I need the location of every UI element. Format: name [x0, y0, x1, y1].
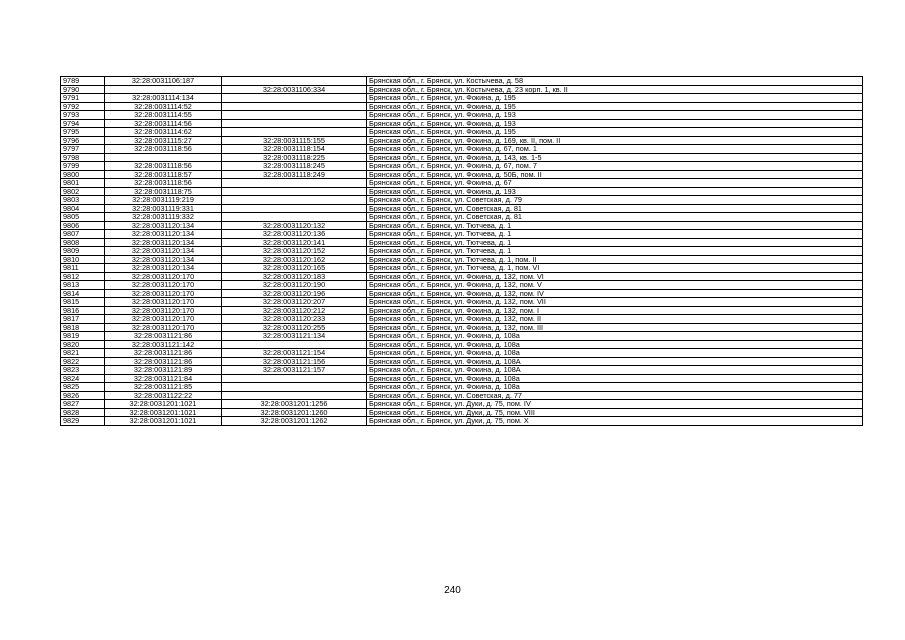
cadastral-number-cell: 32:28:0031120:134: [105, 238, 222, 247]
row-number-cell: 9818: [61, 323, 105, 332]
cadastral-number-cell: 32:28:0031120:134: [105, 255, 222, 264]
address-cell: Брянская обл., г. Брянск, ул. Фокина, д. 132, пом. VI: [367, 272, 863, 281]
row-number-cell: 9790: [61, 85, 105, 94]
table-row: [61, 255, 863, 264]
cadastral-number-cell: 32:28:0031120:170: [105, 272, 222, 281]
row-number-cell: 9816: [61, 306, 105, 315]
table-row: [61, 306, 863, 315]
table-row: [61, 153, 863, 162]
cadastral-number-cell: 32:28:0031120:134: [105, 264, 222, 273]
object-cadastral-number-cell: 32:28:0031120:196: [222, 289, 367, 298]
address-cell: Брянская обл., г. Брянск, ул. Фокина, д. 67: [367, 179, 863, 188]
cadastral-number-cell: 32:28:0031120:134: [105, 230, 222, 239]
row-number-cell: 9828: [61, 408, 105, 417]
object-cadastral-number-cell: 32:28:0031120:190: [222, 281, 367, 290]
table-row: [61, 128, 863, 137]
row-number-cell: 9800: [61, 170, 105, 179]
cadastral-number-cell: 32:28:0031120:134: [105, 247, 222, 256]
cadastral-number-cell: 32:28:0031119:332: [105, 213, 222, 222]
row-number-cell: 9820: [61, 340, 105, 349]
table-row: [61, 111, 863, 120]
object-cadastral-number-cell: [222, 94, 367, 103]
row-number-cell: 9804: [61, 204, 105, 213]
object-cadastral-number-cell: [222, 128, 367, 137]
table-row: [61, 196, 863, 205]
object-cadastral-number-cell: 32:28:0031118:245: [222, 162, 367, 171]
row-number-cell: 9827: [61, 400, 105, 409]
table-row: [61, 213, 863, 222]
table-row: [61, 264, 863, 273]
object-cadastral-number-cell: [222, 179, 367, 188]
row-number-cell: 9809: [61, 247, 105, 256]
table-row: [61, 281, 863, 290]
table-row: [61, 238, 863, 247]
object-cadastral-number-cell: 32:28:0031120:132: [222, 221, 367, 230]
row-number-cell: 9815: [61, 298, 105, 307]
cadastral-number-cell: 32:28:0031118:56: [105, 145, 222, 154]
row-number-cell: 9826: [61, 391, 105, 400]
table-row: [61, 187, 863, 196]
row-number-cell: 9808: [61, 238, 105, 247]
cadastral-number-cell: 32:28:0031120:134: [105, 221, 222, 230]
table-row: [61, 391, 863, 400]
cadastral-number-cell: 32:28:0031118:56: [105, 179, 222, 188]
row-number-cell: 9798: [61, 153, 105, 162]
row-number-cell: 9817: [61, 315, 105, 324]
address-cell: Брянская обл., г. Брянск, ул. Тютчева, д. 1: [367, 238, 863, 247]
table-row: [61, 77, 863, 86]
object-cadastral-number-cell: [222, 77, 367, 86]
row-number-cell: 9811: [61, 264, 105, 273]
cadastral-number-cell: 32:28:0031118:56: [105, 162, 222, 171]
row-number-cell: 9799: [61, 162, 105, 171]
table-row: [61, 272, 863, 281]
table-row: [61, 102, 863, 111]
object-cadastral-number-cell: 32:28:0031121:156: [222, 357, 367, 366]
cadastral-number-cell: 32:28:0031121:85: [105, 383, 222, 392]
address-cell: Брянская обл., г. Брянск, ул. Фокина, д. 132, пом. V: [367, 281, 863, 290]
address-cell: Брянская обл., г. Брянск, ул. Фокина, д. 169, кв. II, пом. II: [367, 136, 863, 145]
table-row: [61, 349, 863, 358]
table-row: [61, 221, 863, 230]
row-number-cell: 9813: [61, 281, 105, 290]
object-cadastral-number-cell: 32:28:0031120:255: [222, 323, 367, 332]
address-cell: Брянская обл., г. Брянск, ул. Советская, д. 81: [367, 204, 863, 213]
table-row: [61, 247, 863, 256]
row-number-cell: 9803: [61, 196, 105, 205]
row-number-cell: 9806: [61, 221, 105, 230]
cadastral-number-cell: 32:28:0031121:86: [105, 332, 222, 341]
cadastral-number-cell: 32:28:0031120:170: [105, 298, 222, 307]
object-cadastral-number-cell: [222, 119, 367, 128]
row-number-cell: 9812: [61, 272, 105, 281]
row-number-cell: 9823: [61, 366, 105, 375]
address-cell: Брянская обл., г. Брянск, ул. Фокина, д. 108А: [367, 366, 863, 375]
address-cell: Брянская обл., г. Брянск, ул. Фокина, д. 132, пом. III: [367, 323, 863, 332]
table-row: [61, 204, 863, 213]
row-number-cell: 9795: [61, 128, 105, 137]
cadastral-number-cell: 32:28:0031120:170: [105, 315, 222, 324]
cadastral-number-cell: 32:28:0031121:86: [105, 357, 222, 366]
row-number-cell: 9797: [61, 145, 105, 154]
cadastral-number-cell: 32:28:0031114:52: [105, 102, 222, 111]
object-cadastral-number-cell: 32:28:0031106:334: [222, 85, 367, 94]
cadastral-number-cell: 32:28:0031122:22: [105, 391, 222, 400]
registry-table: [60, 76, 863, 426]
row-number-cell: 9825: [61, 383, 105, 392]
object-cadastral-number-cell: [222, 187, 367, 196]
address-cell: Брянская обл., г. Брянск, ул. Костычева, д. 23 корп. 1, кв. II: [367, 85, 863, 94]
address-cell: Брянская обл., г. Брянск, ул. Фокина, д. 67, пом. 1: [367, 145, 863, 154]
cadastral-number-cell: 32:28:0031120:170: [105, 323, 222, 332]
table-row: [61, 85, 863, 94]
cadastral-number-cell: 32:28:0031120:170: [105, 306, 222, 315]
address-cell: Брянская обл., г. Брянск, ул. Фокина, д. 195: [367, 128, 863, 137]
row-number-cell: 9802: [61, 187, 105, 196]
object-cadastral-number-cell: [222, 383, 367, 392]
registry-table-body: [61, 77, 863, 426]
object-cadastral-number-cell: 32:28:0031120:152: [222, 247, 367, 256]
table-row: [61, 366, 863, 375]
object-cadastral-number-cell: 32:28:0031118:249: [222, 170, 367, 179]
object-cadastral-number-cell: [222, 374, 367, 383]
row-number-cell: 9807: [61, 230, 105, 239]
cadastral-number-cell: 32:28:0031118:75: [105, 187, 222, 196]
object-cadastral-number-cell: 32:28:0031120:136: [222, 230, 367, 239]
row-number-cell: 9805: [61, 213, 105, 222]
address-cell: Брянская обл., г. Брянск, ул. Тютчева, д. 1, пом. VI: [367, 264, 863, 273]
table-row: [61, 315, 863, 324]
cadastral-number-cell: 32:28:0031120:170: [105, 289, 222, 298]
cadastral-number-cell: 32:28:0031120:170: [105, 281, 222, 290]
table-row: [61, 374, 863, 383]
address-cell: Брянская обл., г. Брянск, ул. Тютчева, д. 1: [367, 221, 863, 230]
object-cadastral-number-cell: [222, 204, 367, 213]
address-cell: Брянская обл., г. Брянск, ул. Советская, д. 79: [367, 196, 863, 205]
address-cell: Брянская обл., г. Брянск, ул. Советская, д. 77: [367, 391, 863, 400]
object-cadastral-number-cell: 32:28:0031201:1256: [222, 400, 367, 409]
table-row: [61, 170, 863, 179]
table-row: [61, 119, 863, 128]
object-cadastral-number-cell: [222, 213, 367, 222]
address-cell: Брянская обл., г. Брянск, ул. Тютчева, д. 1, пом. II: [367, 255, 863, 264]
table-row: [61, 298, 863, 307]
object-cadastral-number-cell: 32:28:0031118:225: [222, 153, 367, 162]
object-cadastral-number-cell: 32:28:0031120:212: [222, 306, 367, 315]
address-cell: Брянская обл., г. Брянск, ул. Фокина, д. 193: [367, 111, 863, 120]
table-row: [61, 332, 863, 341]
table-row: [61, 408, 863, 417]
address-cell: Брянская обл., г. Брянск, ул. Фокина, д. 50Б, пом. II: [367, 170, 863, 179]
address-cell: Брянская обл., г. Брянск, ул. Фокина, д. 108а: [367, 374, 863, 383]
object-cadastral-number-cell: [222, 102, 367, 111]
address-cell: Брянская обл., г. Брянск, ул. Дуки, д. 75, пом. VIII: [367, 408, 863, 417]
address-cell: Брянская обл., г. Брянск, ул. Фокина, д. 195: [367, 94, 863, 103]
address-cell: Брянская обл., г. Брянск, ул. Фокина, д. 132, пом. VII: [367, 298, 863, 307]
address-cell: Брянская обл., г. Брянск, ул. Фокина, д. 108А: [367, 357, 863, 366]
cadastral-number-cell: 32:28:0031106:187: [105, 77, 222, 86]
address-cell: Брянская обл., г. Брянск, ул. Фокина, д. 193: [367, 187, 863, 196]
page-number: 240: [444, 585, 461, 596]
row-number-cell: 9814: [61, 289, 105, 298]
cadastral-number-cell: 32:28:0031114:134: [105, 94, 222, 103]
row-number-cell: 9829: [61, 417, 105, 426]
row-number-cell: 9796: [61, 136, 105, 145]
row-number-cell: 9819: [61, 332, 105, 341]
address-cell: Брянская обл., г. Брянск, ул. Фокина, д. 132, пом. IV: [367, 289, 863, 298]
cadastral-number-cell: [105, 85, 222, 94]
cadastral-number-cell: 32:28:0031119:219: [105, 196, 222, 205]
address-cell: Брянская обл., г. Брянск, ул. Тютчева, д. 1: [367, 230, 863, 239]
address-cell: Брянская обл., г. Брянск, ул. Фокина, д. 108а: [367, 340, 863, 349]
address-cell: Брянская обл., г. Брянск, ул. Фокина, д. 195: [367, 102, 863, 111]
cadastral-number-cell: 32:28:0031201:1021: [105, 417, 222, 426]
object-cadastral-number-cell: 32:28:0031120:183: [222, 272, 367, 281]
table-row: [61, 289, 863, 298]
cadastral-number-cell: 32:28:0031121:142: [105, 340, 222, 349]
table-row: [61, 340, 863, 349]
row-number-cell: 9822: [61, 357, 105, 366]
object-cadastral-number-cell: 32:28:0031120:233: [222, 315, 367, 324]
object-cadastral-number-cell: 32:28:0031118:154: [222, 145, 367, 154]
cadastral-number-cell: 32:28:0031201:1021: [105, 400, 222, 409]
table-row: [61, 323, 863, 332]
address-cell: Брянская обл., г. Брянск, ул. Фокина, д. 108а: [367, 332, 863, 341]
cadastral-number-cell: 32:28:0031114:56: [105, 119, 222, 128]
row-number-cell: 9824: [61, 374, 105, 383]
address-cell: Брянская обл., г. Брянск, ул. Дуки, д. 75, пом. X: [367, 417, 863, 426]
address-cell: Брянская обл., г. Брянск, ул. Фокина, д. 143, кв. 1-5: [367, 153, 863, 162]
table-row: [61, 357, 863, 366]
cadastral-number-cell: 32:28:0031119:331: [105, 204, 222, 213]
object-cadastral-number-cell: [222, 196, 367, 205]
row-number-cell: 9810: [61, 255, 105, 264]
object-cadastral-number-cell: 32:28:0031121:154: [222, 349, 367, 358]
address-cell: Брянская обл., г. Брянск, ул. Дуки, д. 75, пом. IV: [367, 400, 863, 409]
cadastral-number-cell: 32:28:0031118:57: [105, 170, 222, 179]
address-cell: Брянская обл., г. Брянск, ул. Фокина, д. 67, пом. 7: [367, 162, 863, 171]
address-cell: Брянская обл., г. Брянск, ул. Советская, д. 81: [367, 213, 863, 222]
row-number-cell: 9792: [61, 102, 105, 111]
table-row: [61, 179, 863, 188]
address-cell: Брянская обл., г. Брянск, ул. Костычева, д. 58: [367, 77, 863, 86]
table-row: [61, 417, 863, 426]
cadastral-number-cell: 32:28:0031201:1021: [105, 408, 222, 417]
table-row: [61, 383, 863, 392]
object-cadastral-number-cell: 32:28:0031120:165: [222, 264, 367, 273]
row-number-cell: 9793: [61, 111, 105, 120]
cadastral-number-cell: 32:28:0031114:62: [105, 128, 222, 137]
row-number-cell: 9821: [61, 349, 105, 358]
row-number-cell: 9791: [61, 94, 105, 103]
table-row: [61, 162, 863, 171]
address-cell: Брянская обл., г. Брянск, ул. Фокина, д. 108а: [367, 383, 863, 392]
row-number-cell: 9789: [61, 77, 105, 86]
object-cadastral-number-cell: 32:28:0031201:1262: [222, 417, 367, 426]
address-cell: Брянская обл., г. Брянск, ул. Фокина, д. 193: [367, 119, 863, 128]
address-cell: Брянская обл., г. Брянск, ул. Фокина, д. 132, пом. I: [367, 306, 863, 315]
object-cadastral-number-cell: [222, 111, 367, 120]
row-number-cell: 9801: [61, 179, 105, 188]
address-cell: Брянская обл., г. Брянск, ул. Фокина, д. 108а: [367, 349, 863, 358]
object-cadastral-number-cell: [222, 391, 367, 400]
cadastral-number-cell: 32:28:0031121:84: [105, 374, 222, 383]
cadastral-number-cell: 32:28:0031121:86: [105, 349, 222, 358]
object-cadastral-number-cell: 32:28:0031115:155: [222, 136, 367, 145]
object-cadastral-number-cell: [222, 340, 367, 349]
table-row: [61, 136, 863, 145]
row-number-cell: 9794: [61, 119, 105, 128]
object-cadastral-number-cell: 32:28:0031121:157: [222, 366, 367, 375]
cadastral-number-cell: 32:28:0031114:55: [105, 111, 222, 120]
table-row: [61, 145, 863, 154]
object-cadastral-number-cell: 32:28:0031201:1260: [222, 408, 367, 417]
table-row: [61, 400, 863, 409]
cadastral-number-cell: [105, 153, 222, 162]
object-cadastral-number-cell: 32:28:0031120:141: [222, 238, 367, 247]
cadastral-number-cell: 32:28:0031115:27: [105, 136, 222, 145]
table-row: [61, 230, 863, 239]
address-cell: Брянская обл., г. Брянск, ул. Фокина, д. 132, пом. II: [367, 315, 863, 324]
object-cadastral-number-cell: 32:28:0031120:162: [222, 255, 367, 264]
address-cell: Брянская обл., г. Брянск, ул. Тютчева, д. 1: [367, 247, 863, 256]
object-cadastral-number-cell: 32:28:0031120:207: [222, 298, 367, 307]
cadastral-number-cell: 32:28:0031121:89: [105, 366, 222, 375]
object-cadastral-number-cell: 32:28:0031121:134: [222, 332, 367, 341]
table-row: [61, 94, 863, 103]
